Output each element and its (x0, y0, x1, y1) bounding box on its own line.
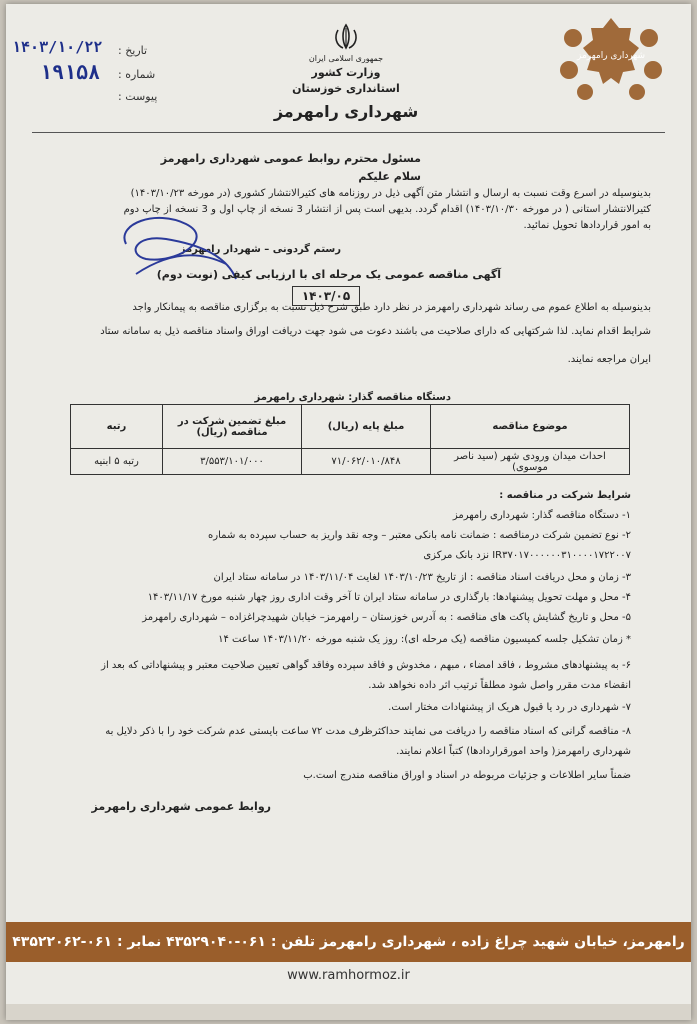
municipality-logo (555, 14, 667, 104)
intro-line-2: کثیرالانتشار استانی ( در مورخه ۱۴۰۳/۱۰/۳۰) اقدام گردد. بدیهی است پس از انتشار 3 نسخه از چاپ اول و 3 نسخه از چاپ دوم (123, 204, 651, 215)
table-header-row (71, 405, 630, 449)
tender-title: آگهی مناقصه عمومی یک مرحله ای با ارزیابی کیفی (نوبت دوم) (156, 268, 501, 281)
letter-number-value: ۱۹۱۵۸ (40, 60, 101, 84)
logo-text: شهرداری رامهرمز (577, 51, 645, 61)
condition-item: ۵- محل و تاریخ گشایش پاکت های مناقصه : به آدرس خوزستان – رامهرمز– خیابان شهیدچراغزاده – شهرداری رامهرمز (142, 612, 631, 623)
table-cell: رتبه ۵ ابنیه (71, 449, 163, 475)
body-line-2: شرایط اقدام نماید. لذا شرکتهایی که دارای صلاحیت می باشند دعوت می شود جهت دریافت اوراق واسناد مناقصه ذیل به سامانه ستاد (100, 326, 651, 337)
body-line-1: بدینوسیله به اطلاع عموم می رساند شهرداری رامهرمز در نظر دارد طبق شرح ذیل نسبت به برگزاری مناقصه به پیمانکار واجد (132, 302, 651, 313)
date-value: ۱۴۰۳/۱۰/۲۲ (12, 38, 103, 56)
tendering-org-line: دستگاه مناقصه گذار: شهرداری رامهرمز (254, 392, 451, 403)
table-header-cell: مبلغ پایه (ریال) (302, 405, 431, 449)
tender-table (70, 404, 630, 475)
condition-item: ضمناً سایر اطلاعات و جزئیات مربوطه در اسناد و اوراق مناقصه مندرج است.ب (303, 770, 631, 781)
closing-signature: روابط عمومی شهرداری رامهرمز (91, 800, 271, 813)
table-cell: ۷۱/۰۶۲/۰۱۰/۸۴۸ (302, 449, 431, 475)
condition-item: ۷- شهرداری در رد یا قبول هریک از پیشنهادات مختار است. (388, 702, 631, 713)
number-label: شماره : (118, 68, 156, 81)
table-header-cell: موضوع مناقصه (431, 405, 630, 449)
table-cell: ۳/۵۵۳/۱۰۱/۰۰۰ (163, 449, 302, 475)
date-label: تاریخ : (118, 44, 148, 57)
greeting-line: سلام علیکم (358, 170, 421, 183)
website-link[interactable]: www.ramhormoz.ir (287, 968, 410, 983)
intro-line-1: بدینوسیله در اسرع وقت نسبت به ارسال و انتشار متن آگهی ذیل در روزنامه های کثیرالانتشار کشوری (در مورخه ۱۴۰۳/۱۰/۲۳) (130, 188, 651, 199)
attachment-label: پیوست : (118, 90, 158, 103)
condition-item: IR۳۷۰۱۷۰۰۰۰۰۰۳۱۰۰۰۰۱۷۲۲۰۰۷ نزد بانک مرکزی (423, 550, 631, 561)
table-header-cell: مبلغ تضمین شرکت در مناقصه (ریال) (163, 405, 302, 449)
tender-number-box: ۱۴۰۳/۰۵ (292, 286, 360, 306)
condition-item: ۱- دستگاه مناقصه گذار: شهرداری رامهرمز (452, 510, 631, 521)
municipality-title: شهرداری رامهرمز (273, 102, 419, 121)
recipient-line: مسئول محترم روابط عمومی شهرداری رامهرمز (160, 152, 421, 165)
page-fold (6, 1004, 691, 1020)
condition-item: انقضاء مدت مقرر واصل شود مطلقاً ترتیب اثر داده نخواهد شد. (368, 680, 631, 691)
ministry-name: وزارت کشور (311, 66, 381, 79)
intro-line-3: به امور قراردادها تحویل نمائید. (523, 220, 651, 231)
table-header-cell: رتبه (71, 405, 163, 449)
condition-item: ۶- به پیشنهادهای مشروط ، فاقد امضاء ، مبهم ، مخدوش و فاقد سپرده وفاقد گواهی تعیین صلاحیت معتبر و پیشنهاداتی که بعد از (101, 660, 631, 671)
table-cell: احداث میدان ورودی شهر (سید ناصر موسوی) (431, 449, 630, 475)
condition-item: ۸- مناقصه گرانی که اسناد مناقصه را دریافت می نمایند حداکثرظرف مدت ۷۲ ساعت بایستی عدم شرکت خود را با ذکر دلایل به (105, 726, 631, 737)
cc-signatory: رستم گردونی – شهردار رامهرمز (179, 244, 341, 255)
iran-emblem-icon (331, 22, 361, 52)
condition-item: ۳- زمان و محل دریافت اسناد مناقصه : از تاریخ ۱۴۰۳/۱۰/۲۳ لغایت ۱۴۰۳/۱۱/۰۴ در سامانه ستاد ایران (213, 572, 631, 583)
body-line-3: ایران مراجعه نمایند. (567, 354, 651, 365)
footer-address-band: رامهرمز، خیابان شهید چراغ زاده ، شهرداری رامهرمز تلفن : ۰۶۱-۴۳۵۲۹۰۴۰ نمابر : ۰۶۱-۴۳۵۲۲۰۶۲ (6, 922, 691, 962)
conditions-title: شرایط شرکت در مناقصه : (499, 490, 631, 501)
condition-item: * زمان تشکیل جلسه کمیسیون مناقصه (یک مرحله ای): روز یک شنبه مورخه ۱۴۰۳/۱۱/۲۰ ساعت ۱۴ (218, 634, 631, 645)
emblem-caption: جمهوری اسلامی ایران (308, 54, 384, 63)
condition-item: شهرداری رامهرمز( واحد امورقراردادها) کتباً اعلام نمایند. (396, 746, 631, 757)
condition-item: ۲- نوع تضمین شرکت درمناقصه : ضمانت نامه بانکی معتبر – وجه نقد واریز به حساب سپرده به شماره (208, 530, 631, 541)
province-name: استانداری خوزستان (292, 82, 400, 95)
header-divider (32, 132, 665, 133)
condition-item: ۴- محل و مهلت تحویل پیشنهادها: بارگذاری در سامانه ستاد ایران تا آخر وقت اداری روز چهار شنبه مورخ ۱۴۰۳/۱۱/۱۷ (147, 592, 631, 603)
table-row (71, 449, 630, 475)
letter-page (6, 4, 691, 1020)
